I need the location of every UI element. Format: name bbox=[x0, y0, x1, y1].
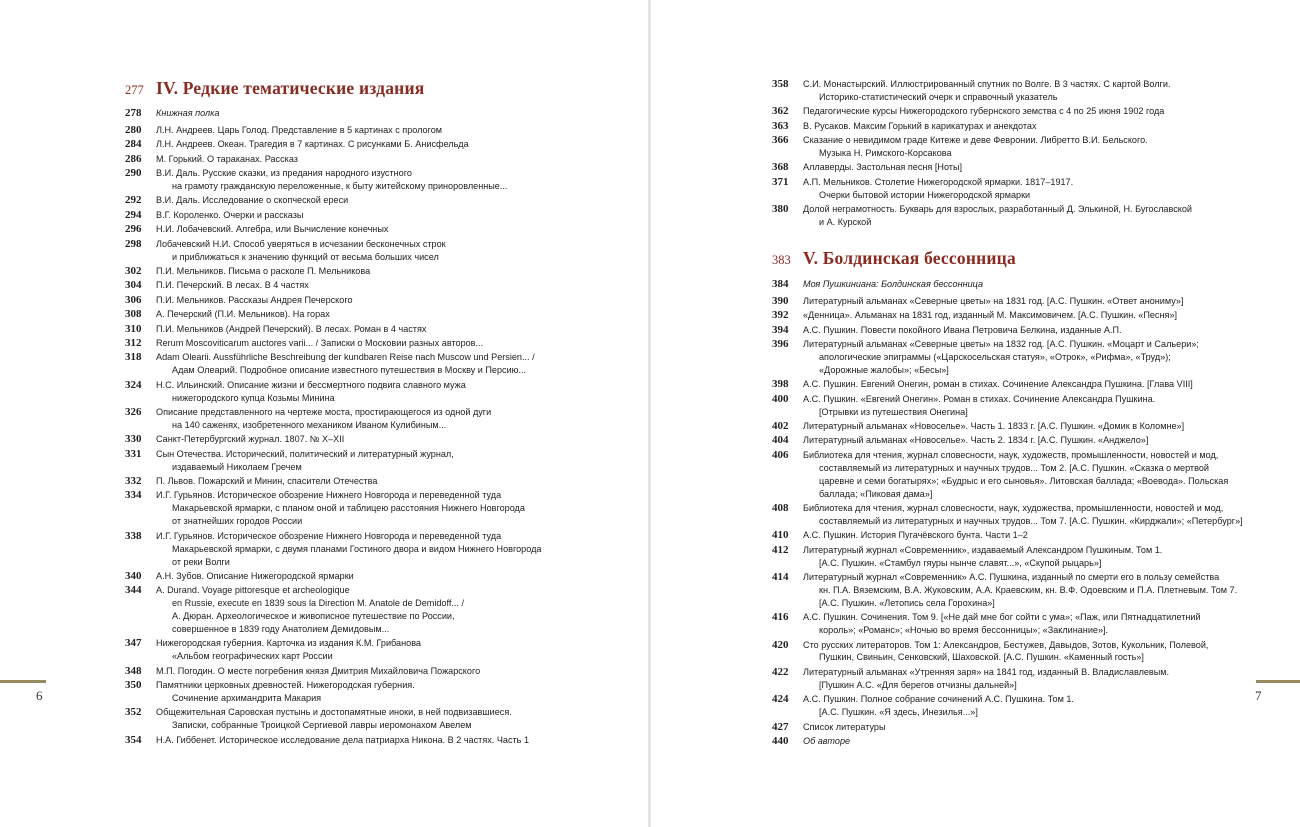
toc-entry bbox=[125, 489, 640, 528]
toc-page-number: 402 bbox=[772, 420, 789, 433]
toc-entry-line: на 140 саженях, изобретенного механиком Иваном Кулибиным... bbox=[172, 419, 447, 430]
toc-entry-text bbox=[156, 406, 640, 432]
toc-entry bbox=[772, 324, 1292, 337]
section-page-number: 277 bbox=[125, 83, 144, 97]
section-title: IV. Редкие тематические издания bbox=[156, 78, 425, 98]
toc-entry-line: [А.С. Пушкин. «Стамбул гяуры нынче славят...», «Скупой рыцарь»] bbox=[819, 557, 1102, 568]
toc-page-number: 366 bbox=[772, 134, 789, 147]
toc-page-number: 352 bbox=[125, 706, 142, 719]
toc-entry-line: М. Горький. О тараканах. Рассказ bbox=[156, 153, 298, 164]
toc-entry-text bbox=[156, 734, 640, 747]
toc-page-number: 280 bbox=[125, 123, 142, 136]
toc-entry bbox=[125, 308, 640, 321]
toc-entry-line: Долой неграмотность. Букварь для взрослых, разработанный Д. Элькиной, Н. Бугославской bbox=[803, 204, 1192, 215]
toc-page-number: 331 bbox=[125, 447, 142, 460]
toc-page-number: 358 bbox=[772, 78, 789, 90]
toc-entry-text bbox=[803, 134, 1292, 160]
toc-entry-text bbox=[803, 105, 1292, 118]
toc-entry-line: В.И. Даль. Русские сказки, из предания народного изустного bbox=[156, 168, 412, 179]
toc-entry-line: нижегородского купца Козьмы Минина bbox=[172, 392, 335, 403]
toc-entry-line: Сказание о невидимом граде Китеже и деве Февронии. Либретто В.И. Бельского. bbox=[803, 135, 1148, 146]
toc-entry-line: Лобачевский Н.И. Способ уверяться в исчезании бесконечных строк bbox=[156, 238, 446, 249]
toc-entry bbox=[125, 238, 640, 264]
toc-page-number: 420 bbox=[772, 638, 789, 651]
toc-entry-line: А.С. Пушкин. История Пугачёвского бунта. Части 1–2 bbox=[803, 530, 1028, 541]
section-page-number: 383 bbox=[772, 253, 791, 267]
toc-entry-text bbox=[156, 308, 640, 321]
toc-page-number: 302 bbox=[125, 264, 142, 277]
toc-entry-line: Записки, собранные Троицкой Сергиевой лавры иеромонахом Авелем bbox=[172, 720, 472, 731]
toc-entry-line: Литературный альманах «Новоселье». Часть 1. 1833 г. [А.С. Пушкин. «Домик в Коломне»] bbox=[803, 421, 1185, 432]
toc-entry bbox=[772, 203, 1292, 229]
toc-entry-line: «Денница». Альманах на 1831 год, изданный М. Максимовичем. [А.С. Пушкин. «Песня»] bbox=[803, 310, 1178, 321]
toc-entry bbox=[125, 265, 640, 278]
toc-entry-line: А.С. Пушкин. Сочинения. Том 9. [«Не дай мне бог сойти с ума»; «Паж, или Пятнадцатилетний bbox=[803, 612, 1201, 623]
folio-number-right: 7 bbox=[1255, 688, 1262, 703]
toc-entry-line: Литературный альманах «Северные цветы» на 1832 год. [А.С. Пушкин. «Моцарт и Сальери»; bbox=[803, 339, 1199, 350]
toc-entry-text bbox=[156, 379, 640, 405]
toc-entry bbox=[772, 502, 1292, 528]
toc-entry-line: П.И. Печерский. В лесах. В 4 частях bbox=[156, 280, 309, 291]
toc-entry bbox=[125, 194, 640, 207]
toc-entry-text bbox=[156, 706, 640, 732]
toc-entry-text bbox=[156, 584, 640, 636]
toc-entry bbox=[772, 544, 1292, 570]
toc-entry-text bbox=[156, 223, 640, 236]
toc-entry-line: Макарьевской ярмарки, с планом оной и таблицею расстояния Нижнего Новгорода bbox=[172, 503, 525, 514]
toc-list-right-top bbox=[772, 78, 1292, 230]
toc-entry-line: Список литературы bbox=[803, 721, 886, 732]
toc-entry-line: [Отрывки из путешествия Онегина] bbox=[819, 406, 968, 417]
toc-entry bbox=[772, 176, 1292, 202]
toc-entry-text bbox=[156, 265, 640, 278]
toc-entry-line: Adam Olearii. Aussführliche Beschreibung der kundbaren Reise nach Muscow und Persien... / bbox=[156, 352, 535, 363]
toc-entry-line: A. Durand. Voyage pittoresque et archeologique bbox=[156, 585, 350, 596]
toc-entry-text bbox=[803, 176, 1292, 202]
toc-entry bbox=[125, 209, 640, 222]
section-heading-iv bbox=[125, 78, 424, 99]
toc-entry bbox=[772, 611, 1292, 637]
toc-entry-text bbox=[803, 324, 1292, 337]
toc-entry-text bbox=[803, 78, 1292, 104]
toc-entry-line: [Пушкин А.С. «Для берегов отчизны дальней»] bbox=[819, 679, 1017, 690]
toc-entry-text bbox=[156, 124, 640, 137]
toc-entry bbox=[125, 337, 640, 350]
toc-entry bbox=[125, 448, 640, 474]
toc-entry-line: Библиотека для чтения, журнал словесности, наук, художеств, промышленности, новостей и мод, bbox=[803, 449, 1219, 460]
toc-entry-text bbox=[156, 138, 640, 151]
toc-page-number: 414 bbox=[772, 571, 789, 584]
toc-entry-line: апологические эпиграммы («Царскосельская статуя», «Отрок», «Рифма», «Труд»); bbox=[819, 352, 1171, 363]
toc-page-number: 396 bbox=[772, 338, 789, 351]
toc-page-number: 384 bbox=[772, 278, 789, 290]
toc-entry bbox=[125, 124, 640, 137]
toc-entry bbox=[125, 379, 640, 405]
toc-entry bbox=[125, 406, 640, 432]
toc-entry-text bbox=[803, 735, 1292, 748]
folio-number-left: 6 bbox=[36, 688, 43, 703]
toc-entry-line: Об авторе bbox=[803, 735, 851, 746]
toc-entry-line: совершенное в 1839 году Анатолием Демидовым... bbox=[172, 624, 390, 635]
toc-entry-line: и приближаться к значению функций от весьма больших чисел bbox=[172, 251, 439, 262]
toc-page-number: 347 bbox=[125, 637, 142, 650]
toc-entry-text bbox=[803, 449, 1292, 501]
toc-entry bbox=[772, 529, 1292, 542]
toc-entry-line: А.П. Мельников. Столетие Нижегородской ярмарки. 1817–1917. bbox=[803, 176, 1074, 187]
toc-entry bbox=[772, 735, 1292, 748]
toc-page-number: 363 bbox=[772, 119, 789, 132]
toc-entry bbox=[125, 637, 640, 663]
toc-entry-line: А. Дюран. Археологическое и живописное путешествие по России, bbox=[172, 611, 455, 622]
toc-page-number: 340 bbox=[125, 569, 142, 582]
toc-entry-text bbox=[803, 571, 1292, 610]
toc-entry bbox=[125, 665, 640, 678]
toc-entry-line: Н.И. Лобачевский. Алгебра, или Вычисление конечных bbox=[156, 224, 389, 235]
toc-page-number: 416 bbox=[772, 611, 789, 624]
toc-entry-line: Н.С. Ильинский. Описание жизни и бессмертного подвига славного мужа bbox=[156, 379, 466, 390]
toc-entry bbox=[772, 338, 1292, 377]
toc-entry-line: [А.С. Пушкин. «Летопись села Горохина»] bbox=[819, 597, 995, 608]
toc-entry bbox=[125, 107, 640, 120]
toc-entry-text bbox=[803, 295, 1292, 308]
toc-page-number: 310 bbox=[125, 322, 142, 335]
toc-entry-line: Книжная полка bbox=[156, 108, 220, 118]
toc-entry-text bbox=[156, 433, 640, 446]
toc-entry-line: Адам Олеарий. Подробное описание известного путешествия в Москву и Персию... bbox=[172, 365, 527, 376]
toc-entry-line: И.Г. Гурьянов. Историческое обозрение Нижнего Новгорода и переведенной туда bbox=[156, 490, 502, 501]
toc-entry-text bbox=[803, 393, 1292, 419]
toc-entry-line: Пушкин, Свиньин, Сенковский, Шаховской. [А.С. Пушкин. «Каменный гость»] bbox=[819, 652, 1144, 663]
toc-entry bbox=[772, 420, 1292, 433]
toc-entry-line: Сын Отечества. Исторический, политический и литературный журнал, bbox=[156, 448, 454, 459]
toc-entry-text bbox=[803, 378, 1292, 391]
toc-entry bbox=[125, 679, 640, 705]
toc-entry-text bbox=[803, 120, 1292, 133]
toc-entry-line: Литературный альманах «Утренняя заря» на 1841 год, изданный В. Владиславлевым. bbox=[803, 666, 1170, 677]
toc-entry-line: П. Львов. Пожарский и Минин, спасители Отечества bbox=[156, 476, 378, 487]
toc-page-number: 318 bbox=[125, 351, 142, 364]
toc-entry-line: кн. П.А. Вяземским, В.А. Жуковским, А.А. Краевским, кн. В.Ф. Одоевским и П.А. Плетневым. Том 7. bbox=[819, 584, 1238, 595]
toc-entry-line: В. Русаков. Максим Горький в карикатурах и анекдотах bbox=[803, 120, 1037, 131]
toc-entry-line: А.С. Пушкин. Повести покойного Ивана Петровича Белкина, изданные А.П. bbox=[803, 324, 1122, 335]
toc-page-number: 306 bbox=[125, 293, 142, 306]
toc-entry-line: издаваемый Николаем Гречем bbox=[172, 461, 302, 472]
toc-entry-line: король»; «Романс»; «Ночью во время бессонницы»; «Заклинание»]. bbox=[819, 625, 1109, 636]
toc-entry-line: Аллаверды. Застольная песня [Ноты] bbox=[803, 162, 963, 173]
toc-entry-line: П.И. Мельников. Письма о расколе П. Мельникова bbox=[156, 265, 371, 276]
toc-entry-line: и А. Курской bbox=[819, 217, 872, 228]
toc-page-number: 278 bbox=[125, 107, 142, 119]
toc-page-number: 344 bbox=[125, 584, 142, 597]
toc-page-number: 427 bbox=[772, 720, 789, 733]
toc-page-number: 330 bbox=[125, 433, 142, 446]
toc-page-number: 324 bbox=[125, 378, 142, 391]
toc-entry bbox=[772, 134, 1292, 160]
toc-page-number: 292 bbox=[125, 194, 142, 207]
toc-entry-line: [А.С. Пушкин. «Я здесь, Инезилья...»] bbox=[819, 707, 978, 718]
toc-entry-text bbox=[156, 107, 640, 120]
toc-entry-line: Санкт-Петербургский журнал. 1807. № X–XII bbox=[156, 434, 345, 445]
toc-page-number: 290 bbox=[125, 167, 142, 180]
toc-entry-line: Историко-статистический очерк и справочный указатель bbox=[819, 91, 1058, 102]
toc-entry-text bbox=[803, 278, 1292, 291]
toc-entry bbox=[772, 309, 1292, 322]
toc-entry-line: В.Г. Короленко. Очерки и рассказы bbox=[156, 209, 304, 220]
toc-page-number: 412 bbox=[772, 543, 789, 556]
toc-entry-line: Rerum Moscoviticarum auctores varii... / Записки о Московии разных авторов... bbox=[156, 338, 484, 348]
toc-page-number: 304 bbox=[125, 279, 142, 292]
toc-entry-line: составляемый из литературных и научных трудов... Том 2. [А.С. Пушкин. «Сказка о мертвой bbox=[819, 462, 1209, 473]
toc-entry-text bbox=[156, 530, 640, 569]
toc-entry-text bbox=[156, 475, 640, 488]
toc-entry-line: на грамоту гражданскую переложенные, к быту житейскому приноровленные... bbox=[172, 181, 508, 192]
toc-entry-line: А.С. Пушкин. «Евгений Онегин». Роман в стихах. Сочинение Александра Пушкина. bbox=[803, 393, 1156, 404]
toc-page-number: 326 bbox=[125, 406, 142, 419]
toc-entry-line: Памятники церковных древностей. Нижегородская губерния. bbox=[156, 680, 415, 691]
toc-entry-line: Макарьевской ярмарки, с двумя планами Гостиного двора и видом Нижнего Новгорода bbox=[172, 543, 542, 554]
toc-entry bbox=[772, 666, 1292, 692]
toc-entry-text bbox=[156, 238, 640, 264]
toc-entry-line: П.И. Мельников. Рассказы Андрея Печерского bbox=[156, 294, 353, 305]
book-fold bbox=[648, 0, 651, 827]
toc-entry-text bbox=[803, 203, 1292, 229]
toc-page-number: 284 bbox=[125, 138, 142, 151]
folio-rule-right bbox=[1256, 680, 1300, 683]
toc-entry-text bbox=[803, 420, 1292, 433]
toc-entry-line: А.С. Пушкин. Евгений Онегин, роман в стихах. Сочинение Александра Пушкина. [Глава VIII] bbox=[803, 379, 1193, 390]
toc-entry-text bbox=[803, 639, 1292, 665]
toc-page-number: 406 bbox=[772, 448, 789, 461]
toc-entry-line: баллада; «Пиковая дама»] bbox=[819, 488, 933, 499]
toc-entry-text bbox=[803, 161, 1292, 174]
toc-entry bbox=[772, 434, 1292, 447]
toc-entry-line: Н.А. Гиббенет. Историческое исследование дела патриарха Никона. В 2 частях. Часть 1 bbox=[156, 734, 529, 745]
toc-entry bbox=[772, 393, 1292, 419]
toc-entry bbox=[772, 78, 1292, 104]
toc-page-number: 408 bbox=[772, 502, 789, 514]
toc-entry-line: Очерки бытовой истории Нижегородской ярмарки bbox=[819, 189, 1031, 200]
toc-entry-text bbox=[803, 434, 1292, 447]
toc-entry-text bbox=[803, 693, 1292, 719]
toc-entry-line: Л.Н. Андреев. Царь Голод. Представление в 5 картинах с прологом bbox=[156, 124, 443, 135]
toc-page-number: 390 bbox=[772, 294, 789, 307]
toc-entry-text bbox=[156, 194, 640, 207]
toc-page-number: 350 bbox=[125, 679, 142, 692]
toc-entry-text bbox=[803, 611, 1292, 637]
toc-page-number: 404 bbox=[772, 434, 789, 447]
toc-page-number: 424 bbox=[772, 693, 789, 706]
toc-entry bbox=[125, 475, 640, 488]
toc-entry-line: Моя Пушкиниана: Болдинская бессонница bbox=[803, 279, 984, 289]
toc-page-number: 298 bbox=[125, 237, 142, 250]
toc-entry-text bbox=[156, 323, 640, 336]
toc-entry-line: Литературный журнал «Современник» А.С. Пушкина, изданный по смерти его в пользу семейства bbox=[803, 572, 1220, 583]
toc-entry bbox=[125, 734, 640, 747]
toc-entry bbox=[125, 584, 640, 636]
toc-page-number: 296 bbox=[125, 223, 142, 236]
toc-page-number: 308 bbox=[125, 308, 142, 321]
toc-page-number: 338 bbox=[125, 529, 142, 542]
toc-entry bbox=[772, 721, 1292, 734]
toc-entry bbox=[125, 433, 640, 446]
toc-page-number: 348 bbox=[125, 664, 142, 677]
toc-entry-line: И.Г. Гурьянов. Историческое обозрение Нижнего Новгорода и переведенной туда bbox=[156, 530, 502, 541]
toc-entry-line: Литературный альманах «Северные цветы» на 1831 год. [А.С. Пушкин. «Ответ анониму»] bbox=[803, 295, 1184, 306]
toc-page-number: 286 bbox=[125, 152, 142, 165]
toc-page-number: 394 bbox=[772, 323, 789, 336]
toc-entry-line: П.И. Мельников (Андрей Печерский). В лесах. Роман в 4 частях bbox=[156, 323, 427, 334]
toc-entry-line: А.С. Пушкин. Полное собрание сочинений А.С. Пушкина. Том 1. bbox=[803, 694, 1074, 705]
toc-entry-line: Нижегородская губерния. Карточка из издания К.М. Грибанова bbox=[156, 638, 421, 649]
toc-page-number: 410 bbox=[772, 529, 789, 542]
toc-entry bbox=[772, 693, 1292, 719]
toc-entry-text bbox=[156, 209, 640, 222]
toc-entry-text bbox=[156, 279, 640, 292]
toc-entry bbox=[772, 105, 1292, 118]
toc-entry bbox=[772, 120, 1292, 133]
toc-list-right bbox=[772, 278, 1292, 749]
toc-list-left bbox=[125, 107, 640, 748]
toc-entry-line: Литературный журнал «Современник», издаваемый Александром Пушкиным. Том 1. bbox=[803, 544, 1163, 555]
toc-page-number: 380 bbox=[772, 203, 789, 216]
toc-entry-text bbox=[156, 294, 640, 307]
section-title: V. Болдинская бессонница bbox=[803, 248, 1016, 268]
toc-entry-text bbox=[803, 721, 1292, 734]
toc-entry-text bbox=[803, 666, 1292, 692]
toc-page-number: 371 bbox=[772, 175, 789, 188]
toc-entry-line: С.И. Монастырский. Иллюстрированный спутник по Волге. В 3 частях. С картой Волги. bbox=[803, 79, 1171, 89]
toc-page-number: 392 bbox=[772, 309, 789, 322]
toc-entry-text bbox=[156, 153, 640, 166]
toc-page-number: 400 bbox=[772, 392, 789, 405]
toc-page-number: 312 bbox=[125, 337, 142, 349]
toc-entry-line: А.Н. Зубов. Описание Нижегородской ярмарки bbox=[156, 570, 354, 581]
toc-entry bbox=[125, 323, 640, 336]
toc-entry bbox=[125, 530, 640, 569]
toc-entry-text bbox=[156, 448, 640, 474]
toc-entry-line: Педагогические курсы Нижегородского губернского земства с 4 по 25 июня 1902 года bbox=[803, 106, 1165, 117]
toc-entry-text bbox=[156, 337, 640, 350]
toc-entry bbox=[772, 295, 1292, 308]
toc-entry bbox=[125, 223, 640, 236]
toc-entry-line: Сочинение архимандрита Макария bbox=[172, 693, 322, 704]
toc-entry-line: составляемый из литературных и научных трудов... Том 7. [А.С. Пушкин. «Кирджали»; «Петербург»] bbox=[819, 515, 1243, 526]
toc-page-number: 422 bbox=[772, 665, 789, 678]
toc-entry-line: «Дорожные жалобы»; «Бесы»] bbox=[819, 364, 949, 375]
toc-entry bbox=[772, 378, 1292, 391]
toc-page-number: 398 bbox=[772, 378, 789, 391]
toc-entry-text bbox=[156, 570, 640, 583]
toc-entry bbox=[125, 279, 640, 292]
toc-entry-line: М.П. Погодин. О месте погребения князя Дмитрия Михайловича Пожарского bbox=[156, 665, 481, 676]
toc-page-number: 332 bbox=[125, 475, 142, 488]
toc-entry-line: en Russie, execute en 1839 sous la Direction M. Anatole de Demidoff... / bbox=[172, 598, 465, 609]
folio-rule-left bbox=[0, 680, 46, 683]
toc-entry bbox=[125, 138, 640, 151]
toc-entry-text bbox=[803, 309, 1292, 322]
toc-entry-line: Литературный альманах «Новоселье». Часть 2. 1834 г. [А.С. Пушкин. «Анджело»] bbox=[803, 435, 1149, 446]
toc-entry bbox=[125, 351, 640, 377]
toc-entry-text bbox=[803, 544, 1292, 570]
toc-entry bbox=[772, 449, 1292, 501]
toc-page-number: 294 bbox=[125, 208, 142, 221]
toc-entry-text bbox=[156, 351, 640, 377]
toc-page-number: 334 bbox=[125, 489, 142, 502]
section-heading-v bbox=[772, 248, 1016, 269]
toc-entry bbox=[772, 278, 1292, 291]
toc-entry-line: В.И. Даль. Исследование о скопческой ереси bbox=[156, 195, 349, 206]
toc-entry-line: Музыка Н. Римского-Корсакова bbox=[819, 148, 952, 159]
toc-entry-text bbox=[803, 338, 1292, 377]
right-page bbox=[650, 0, 1300, 827]
toc-entry bbox=[125, 570, 640, 583]
toc-page-number: 354 bbox=[125, 733, 142, 746]
toc-entry-line: «Альбом географических карт России bbox=[172, 651, 333, 662]
toc-entry-line: от реки Волги bbox=[172, 556, 230, 567]
toc-entry-line: А. Печерский (П.И. Мельников). На горах bbox=[156, 309, 330, 320]
toc-entry bbox=[125, 167, 640, 193]
toc-entry bbox=[772, 161, 1292, 174]
toc-entry bbox=[772, 571, 1292, 610]
toc-page-number: 440 bbox=[772, 734, 789, 747]
toc-entry bbox=[125, 706, 640, 732]
toc-entry-text bbox=[156, 489, 640, 528]
toc-entry bbox=[772, 639, 1292, 665]
toc-entry-text bbox=[156, 167, 640, 193]
toc-entry-text bbox=[156, 665, 640, 678]
toc-entry-line: Сто русских литераторов. Том 1: Александров, Бестужев, Давыдов, Зотов, Кукольник, Полевой, bbox=[803, 639, 1209, 650]
toc-entry-line: Общежительная Саровская пустынь и достопамятные иноки, в ней подвизавшиеся. bbox=[156, 707, 512, 718]
toc-entry-text bbox=[156, 679, 640, 705]
toc-entry-line: Описание представленного на чертеже моста, простирающегося из одной дуги bbox=[156, 407, 492, 418]
toc-page-number: 362 bbox=[772, 105, 789, 118]
toc-entry-text bbox=[803, 502, 1292, 528]
toc-entry-text bbox=[803, 529, 1292, 542]
toc-entry-line: Библиотека для чтения, журнал словесности, наук, художества, промышленности, новостей и мод, bbox=[803, 503, 1224, 513]
toc-entry-line: от знатнейших городов России bbox=[172, 516, 303, 527]
toc-entry bbox=[125, 294, 640, 307]
toc-entry bbox=[125, 153, 640, 166]
toc-entry-line: царевне и семи богатырях»; «Будрыс и его сыновья». Литовская баллада; «Воевода». Польская bbox=[819, 475, 1229, 486]
toc-page-number: 368 bbox=[772, 161, 789, 174]
toc-entry-text bbox=[156, 637, 640, 663]
toc-entry-line: Л.Н. Андреев. Океан. Трагедия в 7 картинах. С рисунками Б. Анисфельда bbox=[156, 139, 469, 150]
